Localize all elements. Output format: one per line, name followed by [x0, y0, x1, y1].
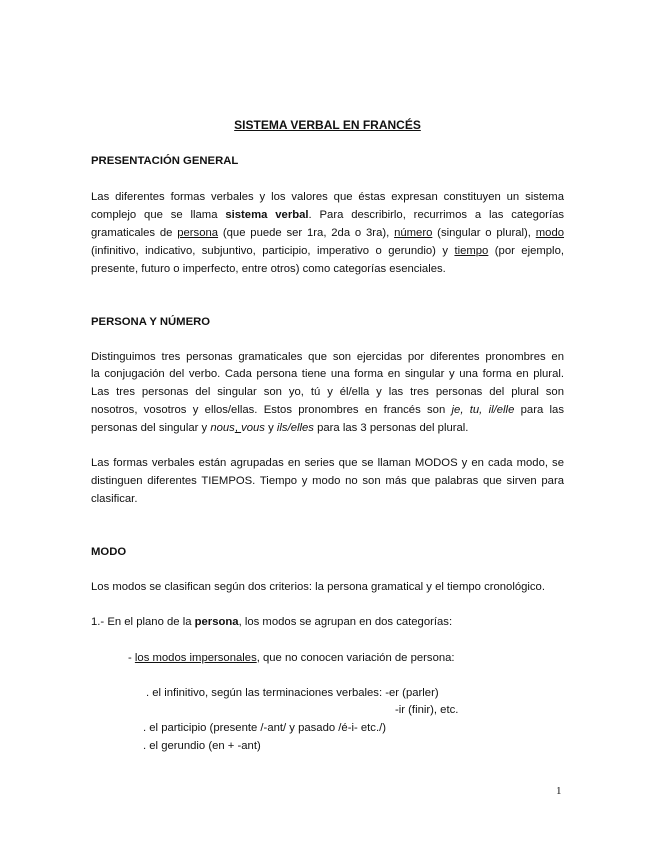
underlined-term: tiempo [454, 245, 489, 257]
paragraph-line: 1.- En el plano de la persona, los modos se agrupan en dos categorías: [91, 616, 453, 628]
page-number: 1 [556, 785, 562, 797]
paragraph-line: Las diferentes formas verbales y los valores que éstas expresan constituyen un sistema [91, 191, 564, 203]
paragraph-line: Distinguimos tres personas gramaticales que son ejercidas por diferentes pronombres en [91, 351, 564, 363]
paragraph-line: clasificar. [91, 493, 138, 505]
paragraph-line: Las formas verbales están agrupadas en series que se llaman MODOS y en cada modo, se [91, 457, 564, 469]
italic-term: vous [241, 422, 265, 434]
paragraph-line: presente, futuro o imperfecto, entre otros) como categorías esenciales. [91, 263, 446, 275]
underlined-term: persona [177, 227, 219, 239]
list-item-continuation: -ir (finir), etc. [395, 704, 459, 716]
paragraph-line: la conjugación del verbo. Cada persona tiene una forma en singular y una forma en plural. [91, 368, 564, 380]
bold-term: persona [194, 616, 239, 628]
list-item: . el participio (presente /-ant/ y pasado /é-i- etc./) [143, 722, 386, 734]
italic-term: je, tu, il/elle [451, 404, 515, 416]
paragraph-line: Las tres personas del singular son yo, tú y él/ella y las tres personas del plural son [91, 386, 564, 398]
list-item: . el infinitivo, según las terminaciones verbales: -er (parler) [146, 687, 439, 699]
bold-term: sistema verbal [225, 209, 309, 221]
italic-term: nous [210, 422, 235, 434]
section-heading-presentacion: PRESENTACIÓN GENERAL [91, 155, 239, 167]
paragraph-line: nosotros, vosotros y ellos/ellas. Estos pronombres en francés son je, tu, il/elle para las [91, 404, 564, 416]
paragraph-line: gramaticales de persona (que puede ser 1ra, 2da o 3ra), número (singular o plural), modo [91, 227, 565, 239]
underlined-term: modo [535, 227, 565, 239]
section-heading-modo: MODO [91, 546, 127, 558]
paragraph-line: Los modos se clasifican según dos criterios: la persona gramatical y el tiempo cronológico. [91, 581, 545, 593]
italic-term: ils/elles [276, 422, 314, 434]
document-title: SISTEMA VERBAL EN FRANCÉS [234, 118, 421, 132]
list-item: - los modos impersonales, que no conocen variación de persona: [128, 652, 455, 664]
paragraph-line: (infinitivo, indicativo, subjuntivo, participio, imperativo o gerundio) y tiempo (por ejemplo, [91, 245, 564, 257]
paragraph-line: personas del singular y nous, vous y ils/elles para las 3 personas del plural. [91, 422, 469, 434]
section-heading-persona: PERSONA Y NÚMERO [91, 316, 211, 328]
underlined-term: los modos impersonales [134, 652, 257, 664]
underlined-term: número [394, 227, 433, 239]
list-item: . el gerundio (en + -ant) [143, 740, 261, 752]
paragraph-line: complejo que se llama sistema verbal. Para describirlo, recurrimos a las categorías [91, 209, 565, 221]
paragraph-line: distinguen diferentes TIEMPOS. Tiempo y modo no son más que palabras que sirven para [91, 475, 564, 487]
